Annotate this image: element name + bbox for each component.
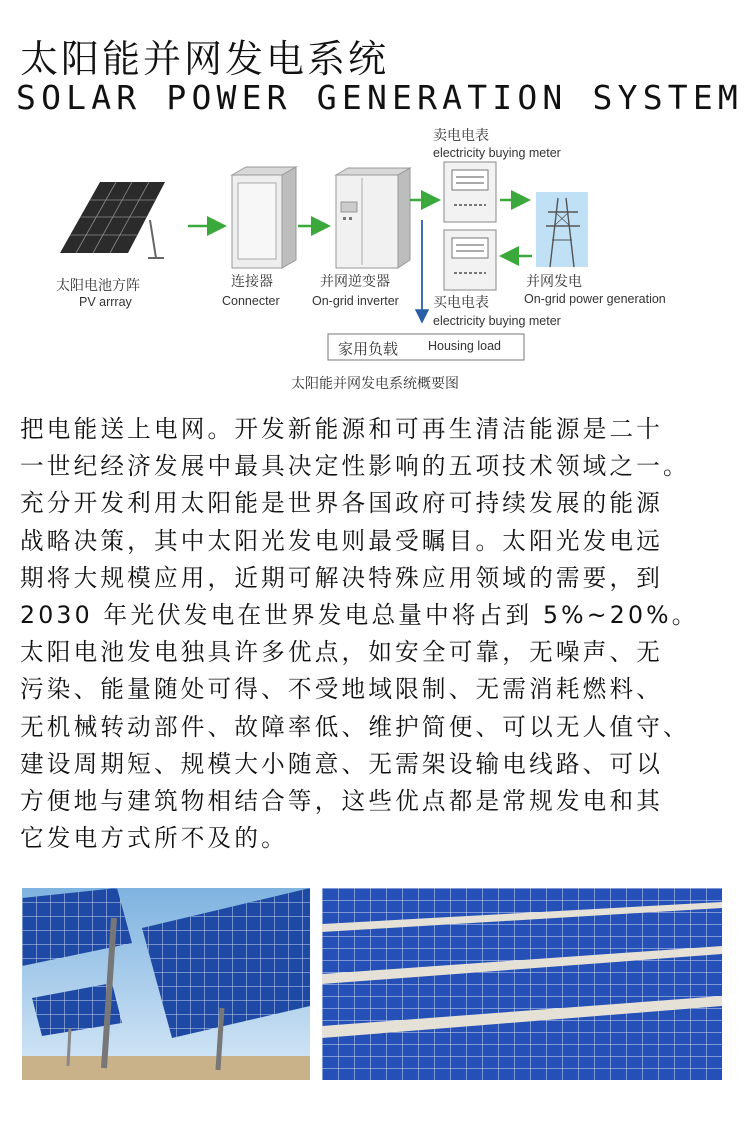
body-line: 太阳电池发电独具许多优点，如安全可靠，无噪声、无 (20, 638, 664, 667)
pv-array-icon (60, 182, 165, 258)
body-line: 建设周期短、规模大小随意、无需架设输电线路、可以 (20, 749, 664, 778)
grid-label-en: On-grid power generation (524, 292, 666, 306)
buying-meter-label-cn: 买电电表 (433, 294, 489, 310)
body-line: 2030 年光伏发电在世界发电总量中将占到 5%~20%。 (20, 601, 699, 630)
diagram-caption: 太阳能并网发电系统概要图 (291, 375, 459, 391)
body-line: 期将大规模应用，近期可解决特殊应用领域的需要，到 (20, 563, 664, 592)
body-line: 战略决策，其中太阳光发电则最受瞩目。太阳光发电远 (20, 526, 664, 555)
connecter-box-icon (232, 167, 296, 268)
selling-meter-label-en: electricity buying meter (433, 146, 561, 160)
body-line: 把电能送上电网。开发新能源和可再生清洁能源是二十 (20, 415, 664, 443)
connecter-label-en: Connecter (222, 294, 280, 308)
inverter-label-cn: 并网逆变器 (320, 273, 390, 289)
inverter-label-en: On-grid inverter (312, 294, 399, 308)
pv-array-label-en: PV arrray (79, 295, 132, 309)
housing-load-label-cn: 家用负载 (338, 341, 399, 358)
connecter-label-cn: 连接器 (231, 273, 273, 289)
body-line: 一世纪经济发展中最具决定性影响的五项技术领域之一。 (20, 452, 690, 481)
buying-meter-icon (444, 230, 496, 290)
buying-meter-label-en: electricity buying meter (433, 314, 561, 328)
solar-field-photo (322, 888, 722, 1080)
page-title-en: SOLAR POWER GENERATION SYSTEM (16, 78, 743, 117)
body-line: 无机械转动部件、故障率低、维护简便、可以无人值守、 (20, 712, 690, 741)
body-line: 方便地与建筑物相结合等，这些优点都是常规发电和其 (20, 787, 664, 816)
body-text (20, 411, 740, 857)
pv-array-label-cn: 太阳电池方阵 (56, 277, 140, 293)
system-diagram-graphic (0, 120, 750, 405)
power-grid-icon (536, 192, 588, 267)
inverter-icon (336, 168, 410, 268)
body-line: 充分开发利用太阳能是世界各国政府可持续发展的能源 (20, 489, 664, 518)
body-line: 它发电方式所不及的。 (20, 824, 288, 853)
housing-load-label-en: Housing load (428, 339, 501, 353)
system-diagram (0, 120, 750, 405)
page-title-cn: 太阳能并网发电系统 (20, 37, 390, 81)
grid-label-cn: 并网发电 (526, 273, 582, 289)
selling-meter-icon (444, 162, 496, 222)
selling-meter-label-cn: 卖电电表 (433, 127, 489, 143)
body-line: 污染、能量随处可得、不受地域限制、无需消耗燃料、 (20, 675, 664, 704)
solar-tracker-photo (22, 888, 310, 1080)
